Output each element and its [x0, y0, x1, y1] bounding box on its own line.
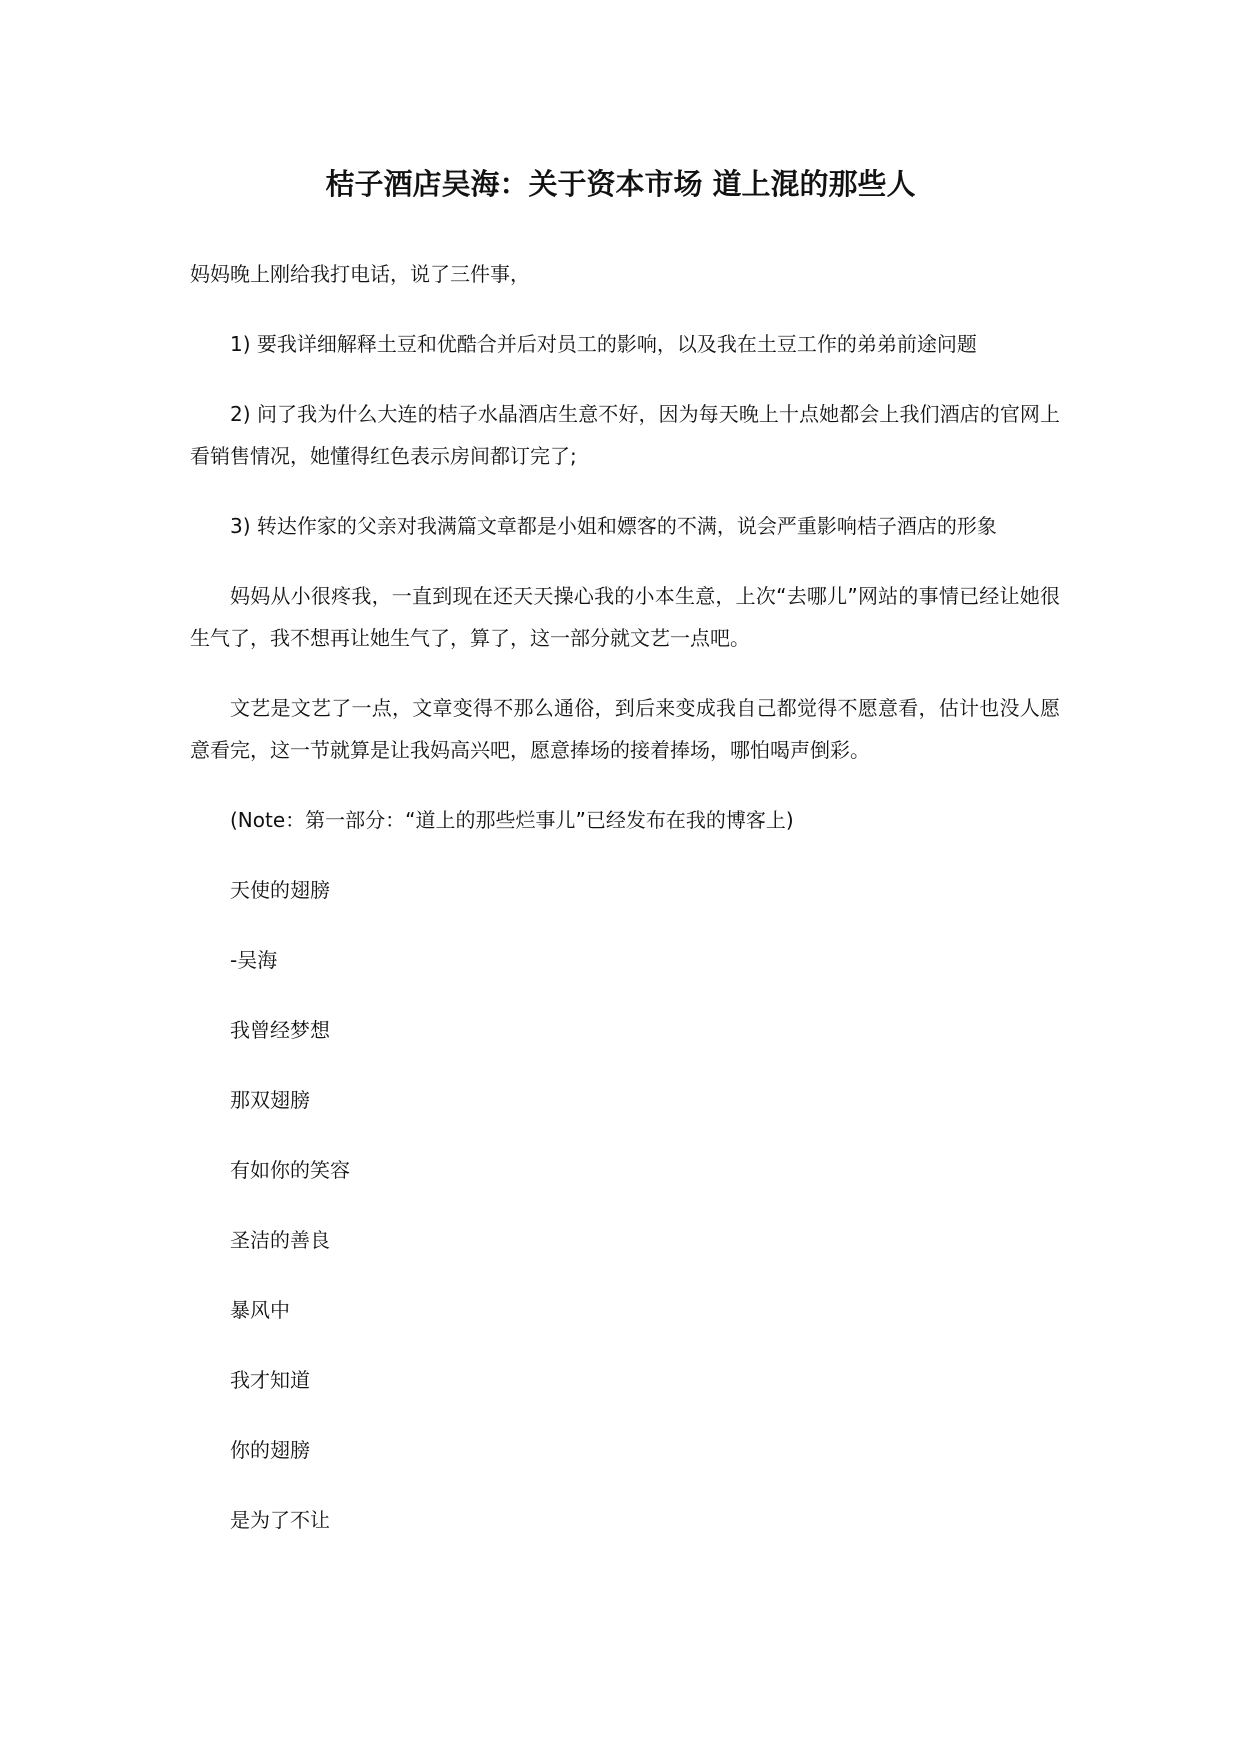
poem-line: 那双翅膀	[230, 1088, 310, 1112]
list-item-1: 1) 要我详细解释土豆和优酷合并后对员工的影响，以及我在土豆工作的弟弟前途问题	[230, 332, 977, 356]
paragraph-literary: 文艺是文艺了一点，文章变得不那么通俗，到后来变成我自己都觉得不愿意看，估计也没人愿意看完，这一节就算是让我妈高兴吧，愿意捧场的接着捧场，哪怕喝声倒彩。	[190, 696, 1060, 762]
list-item-2: 2) 问了我为什么大连的桔子水晶酒店生意不好，因为每天晚上十点她都会上我们酒店的官网上看销售情况，她懂得红色表示房间都订完了;	[190, 402, 1060, 468]
poem-line: 有如你的笑容	[230, 1158, 350, 1182]
document-title: 桔子酒店吴海：关于资本市场 道上混的那些人	[325, 167, 916, 201]
poem-line: 我曾经梦想	[230, 1018, 330, 1042]
poem-line: 圣洁的善良	[230, 1228, 330, 1252]
poem-line: 我才知道	[230, 1368, 310, 1392]
paragraph-mother: 妈妈从小很疼我，一直到现在还天天操心我的小本生意，上次“去哪儿”网站的事情已经让她很生气了，我不想再让她生气了，算了，这一部分就文艺一点吧。	[190, 584, 1060, 650]
poem-title: 天使的翅膀	[230, 878, 330, 902]
note-paragraph: (Note：第一部分：“道上的那些烂事儿”已经发布在我的博客上)	[230, 808, 794, 832]
poem-line: 是为了不让	[230, 1508, 330, 1532]
list-item-3: 3) 转达作家的父亲对我满篇文章都是小姐和嫖客的不满，说会严重影响桔子酒店的形象	[230, 514, 997, 538]
poem-line: 暴风中	[230, 1298, 290, 1322]
poem-line: 你的翅膀	[230, 1438, 310, 1462]
intro-paragraph: 妈妈晚上刚给我打电话，说了三件事，	[190, 262, 530, 286]
document-body	[190, 253, 1060, 1569]
poem-author: -吴海	[230, 948, 278, 972]
